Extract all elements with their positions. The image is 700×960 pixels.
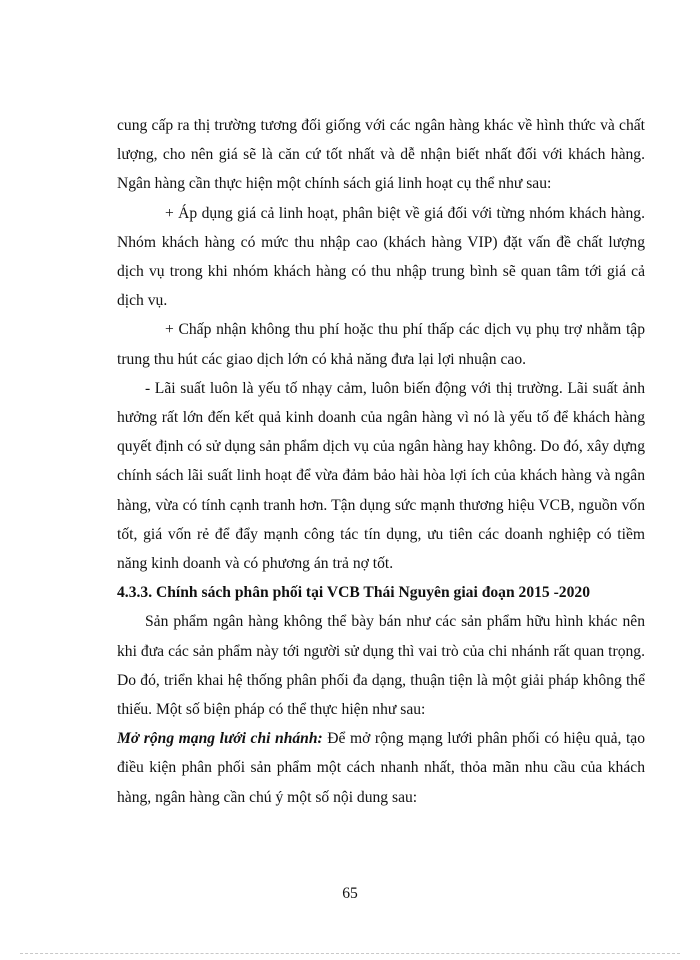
page-bottom-divider xyxy=(20,953,680,954)
paragraph-lead-text: Để mở rộng mạng lưới phân phối có hiệu quả, tạo điều kiện phân phối sản phẩm một cách nhanh nhất, thỏa mãn nhu cầu của khách hàng, ngân hàng cần chú ý một số nội dung sau: xyxy=(117,730,646,806)
paragraph-pricing-intro: cung cấp ra thị trường tương đối giống với các ngân hàng khác về hình thức và chất lượng, cho nên giá sẽ là căn cứ tốt nhất và dễ nhận biết nhất đối với khách hàng. Ngân hàng cần thực hiện một chính sách giá linh hoạt cụ thể như sau: xyxy=(117,117,645,193)
paragraph-lead-label: Mở rộng mạng lưới chi nhánh: xyxy=(117,730,323,748)
page-number: 65 xyxy=(342,885,358,902)
paragraph-branch-network xyxy=(117,724,645,812)
document-body xyxy=(117,111,645,812)
paragraph-distribution-intro: Sản phẩm ngân hàng không thể bày bán như các sản phẩm hữu hình khác nên khi đưa các sản phẩm này tới người sử dụng thì vai trò của chi nhánh rất quan trọng. Do đó, triển khai hệ thống phân phối đa dạng, thuận tiện là một giải pháp không thể thiếu. Một số biện pháp có thể thực hiện như sau: xyxy=(117,613,645,719)
paragraph-interest-rate: - Lãi suất luôn là yếu tố nhạy cảm, luôn biến động với thị trường. Lãi suất ảnh hưởng rất lớn đến kết quả kinh doanh của ngân hàng vì nó là yếu tố để khách hàng quyết định có sử dụng sản phẩm dịch vụ của ngân hàng hay không. Do đó, xây dựng chính sách lãi suất linh hoạt để vừa đảm bảo hài hòa lợi ích của khách hàng và ngân hàng, vừa có tính cạnh tranh hơn. Tận dụng sức mạnh thương hiệu VCB, nguồn vốn tốt, giá vốn rẻ để đẩy mạnh công tác tín dụng, ưu tiên các doanh nghiệp có tiềm năng kinh doanh và có phương án trả nợ tốt. xyxy=(117,379,645,573)
paragraph-fee-waiver: + Chấp nhận không thu phí hoặc thu phí thấp các dịch vụ phụ trợ nhằm tập trung thu hút các giao dịch lớn có khả năng đưa lại lợi nhuận cao. xyxy=(117,321,645,368)
section-heading-distribution: 4.3.3. Chính sách phân phối tại VCB Thái Nguyên giai đoạn 2015 -2020 xyxy=(117,584,590,602)
paragraph-flexible-pricing: + Áp dụng giá cả linh hoạt, phân biệt về giá đối với từng nhóm khách hàng. Nhóm khách hàng có mức thu nhập cao (khách hàng VIP) đặt vấn đề chất lượng dịch vụ trong khi nhóm khách hàng có thu nhập trung bình sẽ quan tâm tới giá cả dịch vụ. xyxy=(117,204,645,310)
